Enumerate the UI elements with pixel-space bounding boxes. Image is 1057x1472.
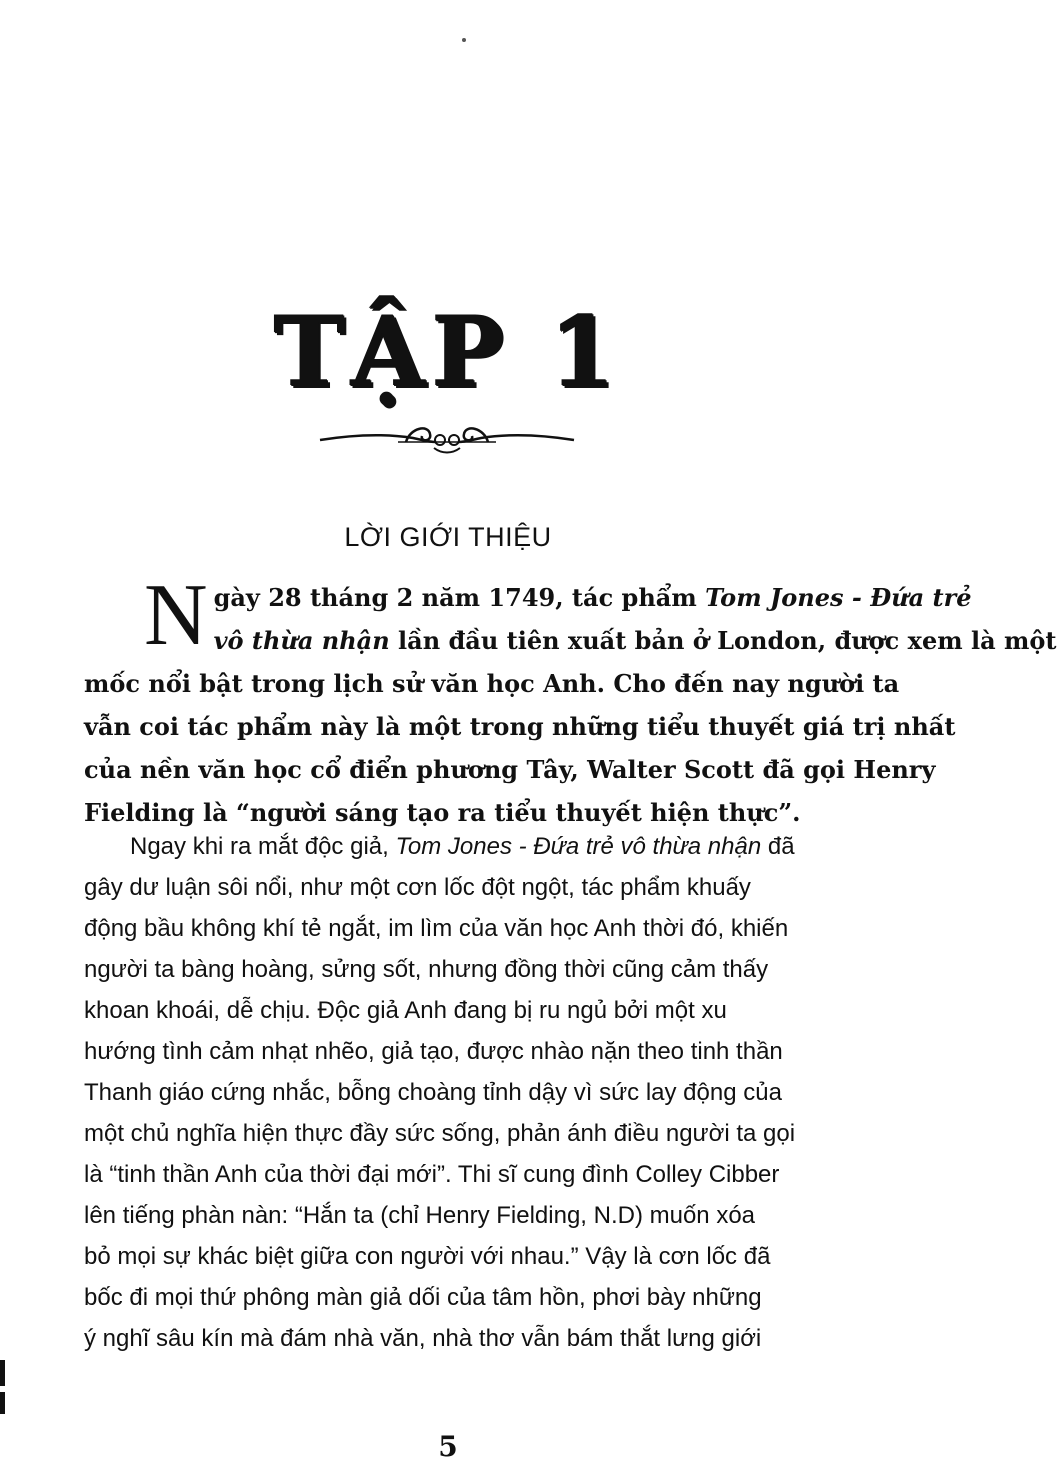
- text-line: của nền văn học cổ điển phương Tây, Walter Scott đã gọi Henry: [84, 755, 936, 784]
- text-line: Thanh giáo cứng nhắc, bỗng choàng tỉnh dậy vì sức lay động của: [84, 1079, 782, 1106]
- text-line: người ta bàng hoàng, sửng sốt, nhưng đồng thời cũng cảm thấy: [84, 956, 769, 983]
- text-line: gày 28 tháng 2 năm 1749, tác phẩm Tom Jones - Đứa trẻ: [213, 583, 972, 612]
- text-line: mốc nổi bật trong lịch sử văn học Anh. Cho đến nay người ta: [84, 669, 900, 698]
- text-line: khoan khoái, dễ chịu. Độc giả Anh đang bị ru ngủ bởi một xu: [84, 997, 727, 1024]
- intro-paragraph-2: [84, 826, 804, 1359]
- page-number: 5: [438, 1430, 458, 1463]
- text-line: gây dư luận sôi nổi, như một cơn lốc đột ngột, tác phẩm khuấy: [84, 874, 751, 901]
- text-line: vẫn coi tác phẩm này là một trong những tiểu thuyết giá trị nhất: [84, 712, 956, 741]
- text-line: động bầu không khí tẻ ngắt, im lìm của văn học Anh thời đó, khiến: [84, 915, 789, 942]
- text-line: một chủ nghĩa hiện thực đầy sức sống, phản ánh điều người ta gọi: [84, 1120, 796, 1147]
- text-line: vô thừa nhận lần đầu tiên xuất bản ở London, được xem là một: [213, 626, 1057, 655]
- scan-edge-mark: [0, 1392, 5, 1414]
- section-heading: LỜI GIỚI THIỆU: [344, 522, 552, 552]
- text-line: là “tinh thần Anh của thời đại mới”. Thi sĩ cung đình Colley Cibber: [84, 1161, 780, 1188]
- intro-paragraph-1: [84, 567, 1057, 834]
- text-line: hướng tình cảm nhạt nhẽo, giả tạo, được nhào nặn theo tinh thần: [84, 1038, 783, 1065]
- volume-title: TẬP 1: [273, 296, 623, 409]
- text-line: Ngay khi ra mắt độc giả, Tom Jones - Đứa trẻ vô thừa nhận đã: [130, 833, 795, 860]
- scan-edge-mark: [0, 1360, 5, 1386]
- text-line: lên tiếng phàn nàn: “Hắn ta (chỉ Henry Fielding, N.D) muốn xóa: [84, 1202, 756, 1229]
- text-line: bỏ mọi sự khác biệt giữa con người với nhau.” Vậy là cơn lốc đã: [84, 1243, 771, 1270]
- text-line: ý nghĩ sâu kín mà đám nhà văn, nhà thơ vẫn bám thắt lưng giới: [84, 1325, 762, 1352]
- drop-cap: N: [144, 567, 208, 664]
- text-line: Fielding là “người sáng tạo ra tiểu thuyết hiện thực”.: [84, 798, 801, 827]
- text-line: bốc đi mọi thứ phông màn giả dối của tâm hồn, phơi bày những: [84, 1284, 762, 1311]
- page-speck: [462, 38, 466, 42]
- flourish-divider-icon: [318, 418, 576, 458]
